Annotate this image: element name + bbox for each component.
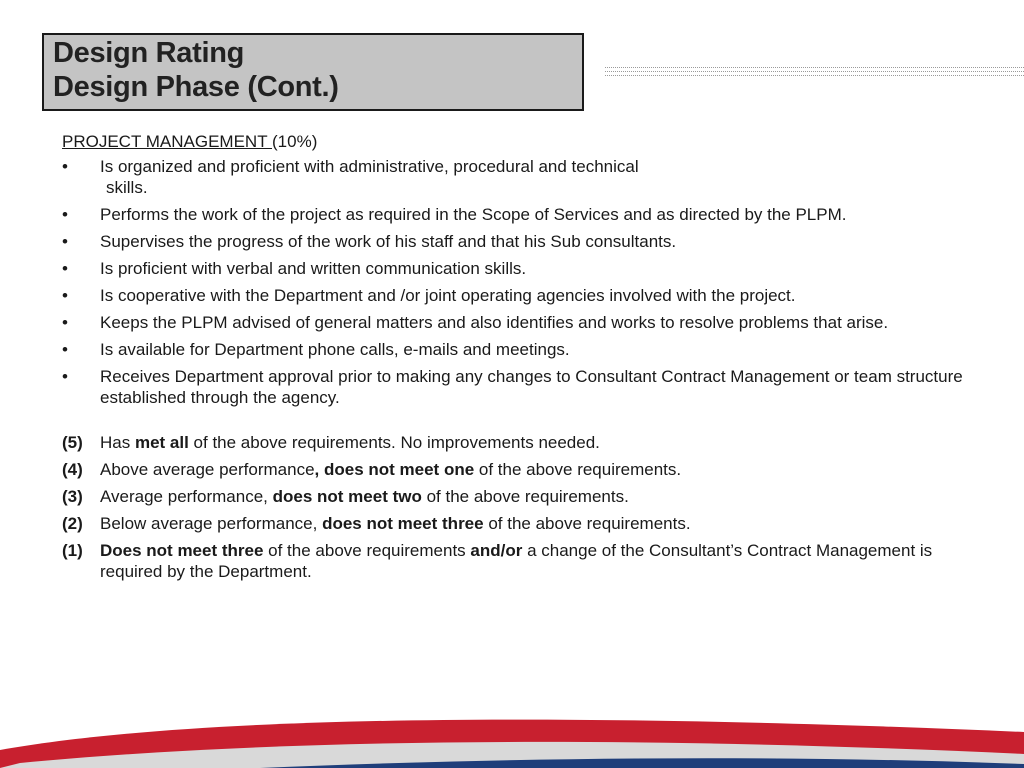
list-item-text: Receives Department approval prior to making any changes to Consultant Contract Management or team structure established through the agency.: [100, 367, 963, 407]
rating-number: (5): [62, 433, 83, 452]
rating-emphasis: and/or: [470, 541, 523, 560]
list-item: [62, 231, 972, 252]
section-heading-label: PROJECT MANAGEMENT: [62, 132, 273, 151]
section-heading: [62, 131, 972, 152]
list-item-text: Supervises the progress of the work of his staff and that his Sub consultants.: [100, 232, 677, 251]
list-item-continuation: skills.: [106, 178, 148, 197]
rating-number: (4): [62, 460, 83, 479]
list-item: [62, 366, 972, 408]
bullet-icon: •: [62, 259, 68, 278]
list-item-text: Is available for Department phone calls, e-mails and meetings.: [100, 340, 570, 359]
list-item-text: Is cooperative with the Department and /or joint operating agencies involved with the project.: [100, 286, 796, 305]
rating-1: [62, 540, 972, 582]
dotted-rule: [605, 71, 1024, 72]
requirements-list: [62, 156, 972, 408]
rating-text: of the above requirements. No improvements needed.: [188, 433, 600, 452]
dotted-rule: [605, 75, 1024, 76]
list-item-text: Is proficient with verbal and written communication skills.: [100, 259, 527, 278]
rating-text: of the above requirements.: [474, 460, 682, 479]
dotted-rule: [605, 67, 1024, 68]
rating-emphasis: met all: [134, 433, 189, 452]
bullet-icon: •: [62, 157, 68, 176]
rating-4: [62, 459, 972, 480]
rating-text: Has: [100, 433, 135, 452]
list-item: [62, 156, 972, 198]
rating-emphasis: Does not meet three: [100, 541, 264, 560]
rating-text: a change of the Consultant’s Contract Management is required by the Department.: [100, 541, 933, 581]
rating-text: Average performance,: [100, 487, 273, 506]
rating-text: Below average performance,: [100, 514, 323, 533]
rating-emphasis: does not meet three: [322, 514, 484, 533]
rating-text: of the above requirements: [263, 541, 471, 560]
bullet-icon: •: [62, 313, 68, 332]
bullet-icon: •: [62, 205, 68, 224]
bullet-icon: •: [62, 340, 68, 359]
list-item: [62, 285, 972, 306]
list-item-text: Performs the work of the project as required in the Scope of Services and as directed by the PLPM.: [100, 205, 847, 224]
list-item: [62, 312, 972, 333]
slide-subtitle: Design Phase (Cont.): [53, 71, 339, 103]
list-item: [62, 339, 972, 360]
section-heading-weight: (10%): [272, 132, 318, 151]
slide-content: [62, 131, 972, 588]
slide-title: Design Rating: [53, 37, 245, 69]
list-item: [62, 204, 972, 225]
rating-text: Above average performance: [100, 460, 315, 479]
rating-text: of the above requirements.: [421, 487, 629, 506]
rating-emphasis: , does not meet one: [314, 460, 475, 479]
footer-swoosh: [0, 708, 1024, 768]
bullet-icon: •: [62, 232, 68, 251]
bullet-icon: •: [62, 286, 68, 305]
rating-text: of the above requirements.: [483, 514, 691, 533]
rating-number: (1): [62, 541, 83, 560]
title-box: [42, 33, 584, 111]
rating-number: (3): [62, 487, 83, 506]
list-item: [62, 258, 972, 279]
rating-number: (2): [62, 514, 83, 533]
rating-emphasis: does not meet two: [272, 487, 422, 506]
rating-scale: [62, 432, 972, 582]
rating-3: [62, 486, 972, 507]
rating-2: [62, 513, 972, 534]
list-item-text: Keeps the PLPM advised of general matters and also identifies and works to resolve problems that arise.: [100, 313, 889, 332]
list-item-text: Is organized and proficient with administrative, procedural and technical: [100, 157, 639, 176]
rating-5: [62, 432, 972, 453]
bullet-icon: •: [62, 367, 68, 386]
